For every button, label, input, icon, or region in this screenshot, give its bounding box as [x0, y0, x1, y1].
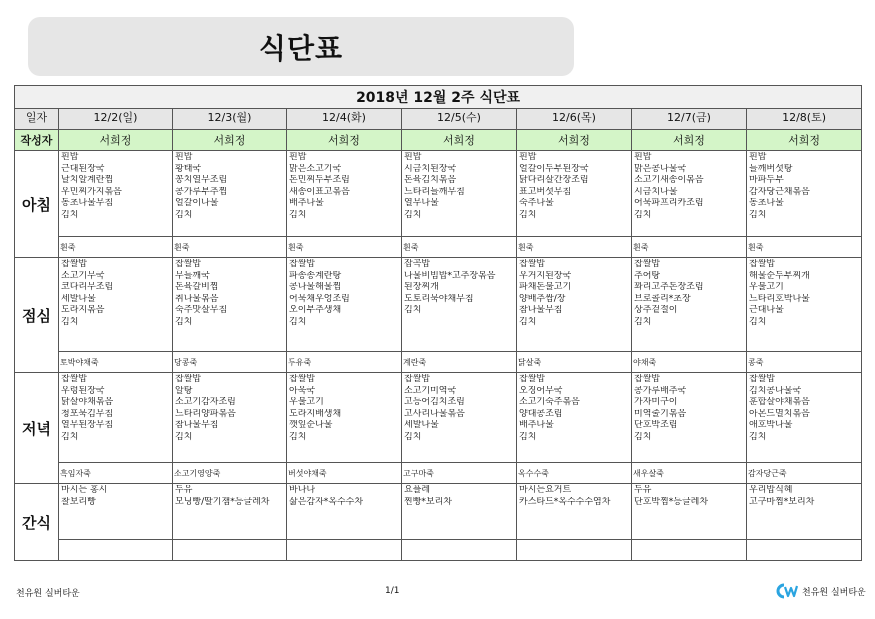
- menu-item: 김치콩나물국: [749, 385, 802, 396]
- breakfast-menu-cell: [747, 151, 862, 237]
- menu-item: 김치: [175, 431, 193, 442]
- menu-item: 아욱국: [289, 385, 316, 396]
- lunch-menu-cell: [173, 258, 287, 352]
- menu-item: 훈합살야채볶음: [749, 397, 810, 408]
- menu-item: 느타리들깨무침: [404, 186, 465, 197]
- day-header: 12/2(일): [59, 109, 173, 130]
- menu-item: 콩나물해물찜: [289, 282, 342, 293]
- title-box: [28, 17, 574, 76]
- breakfast-porridge-cell: 흰죽: [632, 237, 747, 258]
- day-author: 서희정: [402, 130, 517, 151]
- lunch-menu-cell: [402, 258, 517, 352]
- menu-item: 김치: [289, 431, 307, 442]
- menu-item: 찹쌀밥: [289, 259, 316, 269]
- footer-logo-text: 천유원 실버타운: [802, 587, 866, 598]
- empty-cell: [402, 540, 517, 561]
- empty-cell: [517, 540, 632, 561]
- menu-item: 도라지볶음: [61, 305, 105, 316]
- lunch-porridge-cell: 야채죽: [632, 352, 747, 373]
- menu-item: 찹쌀밥: [175, 374, 202, 384]
- menu-item: 어묵채우엉조림: [289, 293, 350, 304]
- day-header: 12/3(월): [173, 109, 287, 130]
- snack-menu-cell: [747, 484, 862, 540]
- menu-item: 들깨버섯탕: [749, 163, 793, 174]
- lunch-porridge-cell: 콩죽: [747, 352, 862, 373]
- empty-cell: [59, 540, 173, 561]
- lunch-menu-cell: [59, 258, 173, 352]
- menu-item: 찹쌀밥: [289, 374, 316, 384]
- menu-item: 근대나물: [749, 305, 784, 316]
- dinner-menu-cell: [632, 373, 747, 463]
- meal-label-dinner: 저녁: [15, 373, 59, 484]
- day-author: 서희정: [173, 130, 287, 151]
- footer-logo: [775, 582, 866, 600]
- menu-item: 황태국: [175, 163, 202, 174]
- day-author: 서희정: [59, 130, 173, 151]
- menu-item: 파채돈불고기: [519, 282, 572, 293]
- menu-item: 우불고기: [289, 397, 324, 408]
- breakfast-porridge-cell: 흰죽: [173, 237, 287, 258]
- menu-item: 얼갈이두부된장국: [519, 163, 589, 174]
- menu-item: 소고기감자조림: [175, 397, 236, 408]
- breakfast-porridge-cell: 흰죽: [517, 237, 632, 258]
- menu-item: 맑은소고기국: [289, 163, 342, 174]
- menu-item: 김치: [519, 316, 537, 327]
- menu-item: 바나나: [289, 485, 316, 495]
- cw-logo-icon: [775, 582, 799, 600]
- menu-item: 코다리무조림: [61, 282, 114, 293]
- menu-item: 어묵파프리카조림: [634, 198, 704, 209]
- breakfast-menu-cell: [59, 151, 173, 237]
- meal-label-lunch: 점심: [15, 258, 59, 373]
- menu-item: 배추나물: [289, 198, 324, 209]
- lunch-porridge-cell: 닭살죽: [517, 352, 632, 373]
- menu-item: 느타리양파볶음: [175, 408, 236, 419]
- menu-item: 흰밥: [749, 152, 767, 162]
- empty-cell: [173, 540, 287, 561]
- snack-menu-cell: [59, 484, 173, 540]
- menu-item: 김치: [634, 316, 652, 327]
- menu-item: 김치: [404, 431, 422, 442]
- dinner-porridge-cell: 고구마죽: [402, 463, 517, 484]
- breakfast-porridge-cell: 흰죽: [59, 237, 173, 258]
- menu-item: 숙주나물: [519, 198, 554, 209]
- menu-item: 삶은감자*옥수수차: [289, 496, 364, 507]
- dinner-porridge-cell: 새우살죽: [632, 463, 747, 484]
- menu-item: 소고기숙주볶음: [519, 397, 580, 408]
- menu-item: 고등어김치조림: [404, 397, 465, 408]
- menu-item: 단호박조림: [634, 420, 678, 431]
- menu-item: 도라지배생채: [289, 408, 342, 419]
- menu-item: 두유: [175, 485, 193, 495]
- menu-item: 마파두부: [749, 175, 784, 186]
- empty-cell: [747, 540, 862, 561]
- snack-menu-cell: [517, 484, 632, 540]
- menu-item: 김치: [404, 305, 422, 316]
- menu-item: 흰밥: [634, 152, 652, 162]
- author-label: 작성자: [15, 130, 59, 151]
- page-title: 식단표: [258, 32, 344, 65]
- page-number: 1/1: [385, 586, 400, 596]
- dinner-porridge-cell: 버섯야채죽: [287, 463, 402, 484]
- menu-item: 김치: [749, 316, 767, 327]
- menu-item: 흰밥: [519, 152, 537, 162]
- menu-item: 우불고기: [749, 282, 784, 293]
- lunch-menu-cell: [747, 258, 862, 352]
- dinner-porridge-cell: 흑임자죽: [59, 463, 173, 484]
- menu-item: 단호박찜*등글레차: [634, 496, 709, 507]
- footer-org-name: 천유원 실버타운: [16, 589, 80, 599]
- menu-item: 찹쌀밥: [749, 259, 776, 269]
- menu-item: 모닝빵/딸기잼*등글레차: [175, 496, 270, 507]
- empty-cell: [287, 540, 402, 561]
- menu-item: 김치: [749, 209, 767, 220]
- menu-item: 고구마찜*보리차: [749, 496, 815, 507]
- menu-item: 흰밥: [404, 152, 422, 162]
- dinner-menu-cell: [287, 373, 402, 463]
- breakfast-porridge-cell: 흰죽: [747, 237, 862, 258]
- menu-item: 찹쌀밥: [749, 374, 776, 384]
- menu-item: 취나물볶음: [175, 293, 219, 304]
- menu-item: 요플레: [404, 485, 431, 495]
- empty-cell: [632, 540, 747, 561]
- menu-item: 참나물무침: [175, 420, 219, 431]
- menu-item: 꽈리고추돈장조림: [634, 282, 704, 293]
- dinner-porridge-cell: 소고기영양죽: [173, 463, 287, 484]
- day-author: 서희정: [287, 130, 402, 151]
- menu-item: 오징어무국: [519, 385, 563, 396]
- menu-item: 날치알계란찜: [61, 175, 114, 186]
- menu-item: 시금치나물: [634, 186, 678, 197]
- lunch-porridge-cell: 토박야채죽: [59, 352, 173, 373]
- menu-item: 마시는 홍시: [61, 485, 108, 495]
- menu-item: 세발나물: [404, 420, 439, 431]
- menu-item: 가자미구이: [634, 397, 678, 408]
- menu-item: 꽁치열무조림: [175, 175, 228, 186]
- menu-item: 찰보리빵: [61, 496, 96, 507]
- menu-item: 새송이표고볶음: [289, 186, 350, 197]
- menu-item: 흰밥: [175, 152, 193, 162]
- day-author: 서희정: [517, 130, 632, 151]
- menu-item: 양대콩조림: [519, 408, 563, 419]
- menu-item: 우민찌가지볶음: [61, 186, 122, 197]
- menu-item: 흰밥: [61, 152, 79, 162]
- snack-menu-cell: [287, 484, 402, 540]
- menu-item: 된장찌개: [404, 282, 439, 293]
- menu-item: 돈육갈비찜: [175, 282, 219, 293]
- lunch-menu-cell: [517, 258, 632, 352]
- menu-item: 김치: [61, 316, 79, 327]
- dinner-menu-cell: [747, 373, 862, 463]
- lunch-porridge-cell: 계란죽: [402, 352, 517, 373]
- menu-item: 김치: [175, 209, 193, 220]
- menu-item: 김치: [404, 209, 422, 220]
- menu-item: 근대된장국: [61, 163, 105, 174]
- menu-item: 찐빵*보리차: [404, 496, 452, 507]
- menu-item: 카스타드*옥수수수염차: [519, 496, 611, 507]
- dinner-porridge-cell: 옥수수죽: [517, 463, 632, 484]
- menu-item: 느타리호박나물: [749, 293, 810, 304]
- day-header: 12/4(화): [287, 109, 402, 130]
- date-header-label: 일자: [15, 109, 59, 130]
- menu-item: 찹쌀밥: [61, 259, 88, 269]
- menu-item: 돈육김치볶음: [404, 175, 457, 186]
- menu-item: 맑은콩나물국: [634, 163, 687, 174]
- menu-item: 김치: [519, 209, 537, 220]
- menu-item: 닭다리살간장조림: [519, 175, 589, 186]
- menu-table: [14, 85, 862, 561]
- lunch-porridge-cell: 당콩죽: [173, 352, 287, 373]
- menu-item: 우거지된장국: [519, 270, 572, 281]
- menu-item: 찹쌀밥: [634, 374, 661, 384]
- menu-item: 도토리묵야채무침: [404, 293, 474, 304]
- menu-item: 무들깨국: [175, 270, 210, 281]
- menu-item: 우리밥식혜: [749, 485, 793, 495]
- menu-item: 깻잎순나물: [289, 420, 333, 431]
- menu-item: 배추나물: [519, 420, 554, 431]
- menu-item: 아몬드멸치볶음: [749, 408, 810, 419]
- menu-item: 열무나물: [404, 198, 439, 209]
- lunch-menu-cell: [287, 258, 402, 352]
- dinner-menu-cell: [402, 373, 517, 463]
- menu-item: 애호박나물: [749, 420, 793, 431]
- menu-item: 잡곡밥: [404, 259, 431, 269]
- menu-item: 해물순두부찌개: [749, 270, 810, 281]
- dinner-porridge-cell: 감자당근죽: [747, 463, 862, 484]
- menu-item: 나물비빔밥*고추장볶음: [404, 270, 496, 281]
- menu-item: 김치: [61, 209, 79, 220]
- menu-item: 표고버섯무침: [519, 186, 572, 197]
- menu-item: 돈민찌두부조림: [289, 175, 350, 186]
- breakfast-porridge-cell: 흰죽: [402, 237, 517, 258]
- menu-item: 양배추쌈/장: [519, 293, 566, 304]
- day-author: 서희정: [632, 130, 747, 151]
- table-banner: 2018년 12월 2주 식단표: [15, 86, 862, 109]
- meal-label-breakfast: 아침: [15, 151, 59, 258]
- breakfast-porridge-cell: 흰죽: [287, 237, 402, 258]
- menu-item: 콩가루부추찜: [175, 186, 228, 197]
- dinner-menu-cell: [517, 373, 632, 463]
- day-author: 서희정: [747, 130, 862, 151]
- snack-menu-cell: [173, 484, 287, 540]
- menu-item: 두유: [634, 485, 652, 495]
- menu-item: 김치: [289, 209, 307, 220]
- menu-item: 알탕: [175, 385, 193, 396]
- menu-item: 동초나물: [749, 198, 784, 209]
- menu-item: 소고기무국: [61, 270, 105, 281]
- menu-item: 찹쌀밥: [519, 259, 546, 269]
- breakfast-menu-cell: [402, 151, 517, 237]
- breakfast-menu-cell: [517, 151, 632, 237]
- menu-item: 참나물무침: [519, 305, 563, 316]
- menu-item: 김치: [289, 316, 307, 327]
- meal-label-snack: 간식: [15, 484, 59, 561]
- menu-item: 김치: [175, 316, 193, 327]
- menu-item: 찹쌀밥: [61, 374, 88, 384]
- day-header: 12/7(금): [632, 109, 747, 130]
- menu-item: 콩가루배추국: [634, 385, 687, 396]
- menu-item: 숙주맛살무침: [175, 305, 228, 316]
- dinner-menu-cell: [59, 373, 173, 463]
- menu-item: 흰밥: [289, 152, 307, 162]
- menu-item: 청포묵김무침: [61, 408, 114, 419]
- dinner-menu-cell: [173, 373, 287, 463]
- menu-item: 추어탕: [634, 270, 661, 281]
- snack-menu-cell: [632, 484, 747, 540]
- menu-item: 닭살야채볶음: [61, 397, 114, 408]
- menu-item: 소고기새송이볶음: [634, 175, 704, 186]
- breakfast-menu-cell: [173, 151, 287, 237]
- snack-menu-cell: [402, 484, 517, 540]
- menu-item: 소고기미역국: [404, 385, 457, 396]
- menu-item: 오이부추생채: [289, 305, 342, 316]
- menu-item: 상추겉절이: [634, 305, 678, 316]
- menu-item: 김치: [519, 431, 537, 442]
- menu-item: 파송송계란탕: [289, 270, 342, 281]
- menu-item: 고사리나물볶음: [404, 408, 465, 419]
- menu-item: 열무된장무침: [61, 420, 114, 431]
- menu-item: 찹쌀밥: [634, 259, 661, 269]
- menu-item: 세발나물: [61, 293, 96, 304]
- day-header: 12/5(수): [402, 109, 517, 130]
- menu-item: 얼갈이나물: [175, 198, 219, 209]
- menu-item: 김치: [634, 209, 652, 220]
- menu-item: 찹쌀밥: [519, 374, 546, 384]
- breakfast-menu-cell: [287, 151, 402, 237]
- menu-item: 찹쌀밥: [175, 259, 202, 269]
- menu-item: 감자당근채볶음: [749, 186, 810, 197]
- menu-item: 찹쌀밥: [404, 374, 431, 384]
- menu-item: 시금치된장국: [404, 163, 457, 174]
- menu-item: 동초나물무침: [61, 198, 114, 209]
- menu-item: 마시는요거트: [519, 485, 572, 495]
- menu-item: 김치: [634, 431, 652, 442]
- lunch-menu-cell: [632, 258, 747, 352]
- day-header: 12/6(목): [517, 109, 632, 130]
- breakfast-menu-cell: [632, 151, 747, 237]
- menu-item: 미역줄기볶음: [634, 408, 687, 419]
- lunch-porridge-cell: 두유죽: [287, 352, 402, 373]
- day-header: 12/8(토): [747, 109, 862, 130]
- menu-item: 김치: [61, 431, 79, 442]
- menu-item: 우렁된장국: [61, 385, 105, 396]
- menu-item: 김치: [749, 431, 767, 442]
- menu-item: 브로콜리*초장: [634, 293, 691, 304]
